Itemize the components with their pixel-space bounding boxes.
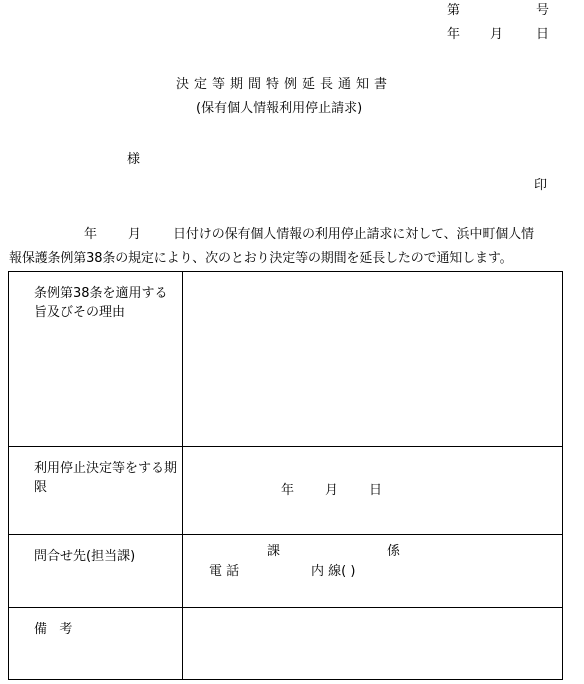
deadline-label: [9, 447, 183, 535]
extension-form-table: [8, 271, 563, 680]
date-month: 月: [490, 27, 504, 42]
table-row: [9, 535, 563, 608]
deadline-label-text: 利用停止決定等をする期限: [34, 461, 178, 495]
body-month: 月: [128, 227, 142, 242]
deadline-day: 日: [369, 483, 383, 498]
addressee-sama: 様: [127, 152, 141, 167]
contact-label-text: 問合せ先(担当課): [34, 549, 136, 564]
remarks-label: [9, 608, 183, 680]
deadline-value[interactable]: [183, 447, 563, 535]
contact-extension: 内 線( ): [311, 564, 356, 579]
deadline-year: 年: [281, 483, 295, 498]
contact-ka: 課: [267, 544, 281, 559]
document-title: 決定等期間特例延長通知書: [176, 77, 393, 92]
remarks-value[interactable]: [183, 608, 563, 680]
reason-label-text: 条例第38条を適用する旨及びその理由: [34, 286, 168, 320]
contact-label: [9, 535, 183, 608]
remarks-label-text: 備 考: [34, 622, 73, 637]
contact-kakari: 係: [387, 544, 401, 559]
reason-label: [9, 272, 183, 447]
body-line1: 日付けの保有個人情報の利用停止請求に対して、浜中町個人情: [173, 227, 534, 242]
table-row: [9, 447, 563, 535]
deadline-month: 月: [325, 483, 339, 498]
document-subtitle: (保有個人情報利用停止請求): [196, 101, 363, 116]
table-row: [9, 272, 563, 447]
number-go: 号: [536, 3, 550, 18]
contact-value[interactable]: [183, 535, 563, 608]
seal-mark: 印: [534, 178, 548, 193]
date-day: 日: [536, 27, 550, 42]
contact-phone: 電 話: [209, 564, 240, 579]
body-year: 年: [84, 227, 98, 242]
body-line2: 報保護条例第38条の規定により、次のとおり決定等の期間を延長したので通知します。: [9, 251, 513, 266]
date-year: 年: [447, 27, 461, 42]
reason-value[interactable]: [183, 272, 563, 447]
table-row: [9, 608, 563, 680]
number-dai: 第: [447, 3, 461, 18]
